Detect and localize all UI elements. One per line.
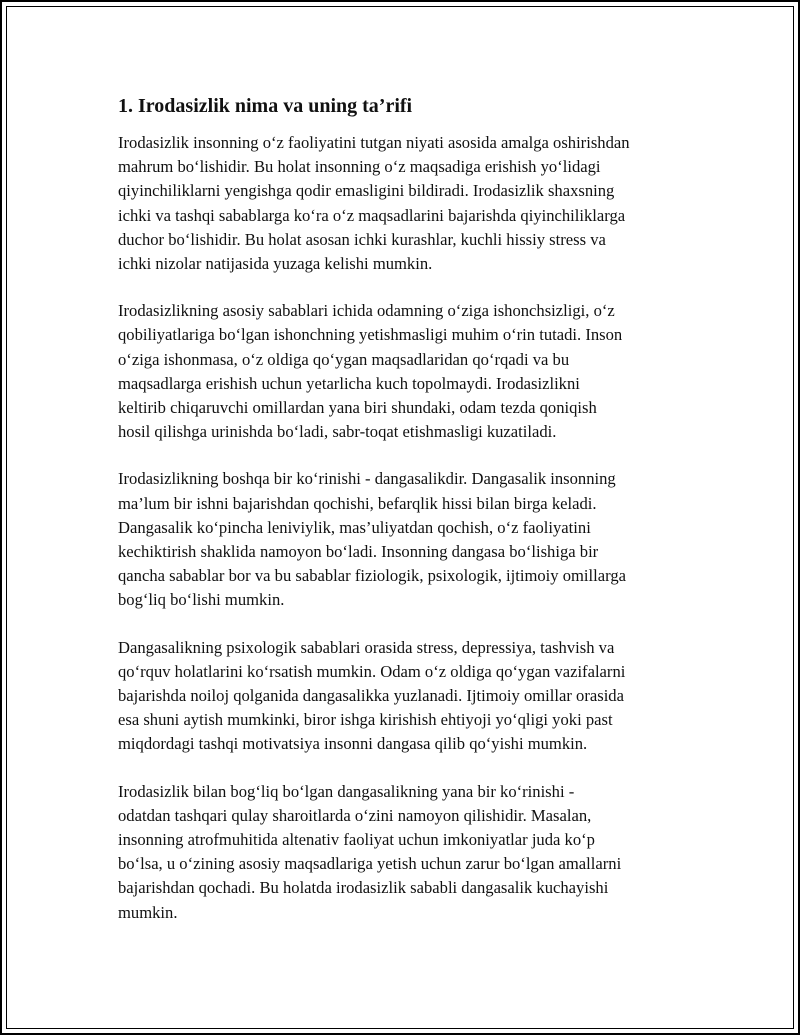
paragraph-line: ma’lum bir ishni bajarishdan qochishi, befarqlik hissi bilan birga keladi. xyxy=(118,493,597,513)
paragraph-line: ichki nizolar natijasida yuzaga kelishi mumkin. xyxy=(118,254,433,274)
paragraph-line: bajarishdan qochadi. Bu holatda irodasizlik sababli dangasalik kuchayishi xyxy=(118,878,609,898)
paragraph-line: Irodasizlikning asosiy sabablari ichida odamning o‘ziga ishonchsizligi, o‘z xyxy=(118,301,615,321)
paragraph-line: kechiktirish shaklida namoyon bo‘ladi. Insonning dangasa bo‘lishiga bir xyxy=(118,542,599,562)
paragraph-line: odatdan tashqari qulay sharoitlarda o‘zini namoyon qilishidir. Masalan, xyxy=(118,805,592,825)
paragraph-line: Dangasalikning psixologik sabablari orasida stress, depressiya, tashvish va xyxy=(118,637,615,657)
paragraph-line: qo‘rquv holatlarini ko‘rsatish mumkin. Odam o‘z oldiga qo‘ygan vazifalarni xyxy=(118,661,626,681)
paragraph-line: insonning atrofmuhitida altenativ faoliyat uchun imkoniyatlar juda ko‘p xyxy=(118,830,595,850)
paragraph-line: hosil qilishga urinishda bo‘ladi, sabr-toqat etishmasligi kuzatiladi. xyxy=(118,422,557,442)
section-heading: 1. Irodasizlik nima va uning ta’rifi xyxy=(118,95,413,117)
paragraph-line: maqsadlarga erishish uchun yetarlicha kuch topolmaydi. Irodasizlikni xyxy=(118,373,580,393)
paragraph-line: miqdordagi tashqi motivatsiya insonni dangasa qilib qo‘yishi mumkin. xyxy=(118,734,588,754)
paragraph-line: qiyinchiliklarni yengishga qodir emasligini bildiradi. Irodasizlik shaxsning xyxy=(118,181,615,201)
document-body xyxy=(118,92,688,948)
paragraph-4 xyxy=(118,636,688,757)
paragraph-line: qancha sabablar bor va bu sabablar fiziologik, psixologik, ijtimoiy omillarga xyxy=(118,566,626,586)
paragraph-line: Irodasizlik bilan bog‘liq bo‘lgan dangasalikning yana bir ko‘rinishi - xyxy=(118,781,575,801)
paragraph-line: ichki va tashqi sabablarga ko‘ra o‘z maqsadlarini bajarishda qiyinchiliklarga xyxy=(118,205,626,225)
paragraph-3 xyxy=(118,467,688,612)
paragraph-line: Irodasizlikning boshqa bir ko‘rinishi - dangasalikdir. Dangasalik insonning xyxy=(118,469,616,489)
paragraph-line: duchor bo‘lishidir. Bu holat asosan ichki kurashlar, kuchli hissiy stress va xyxy=(118,229,606,249)
paragraph-line: bo‘lsa, u o‘zining asosiy maqsadlariga yetish uchun zarur bo‘lgan amallarni xyxy=(118,854,622,874)
paragraph-line: Irodasizlik insonning o‘z faoliyatini tutgan niyati asosida amalga oshirishdan xyxy=(118,133,630,152)
paragraph-1 xyxy=(118,131,688,276)
paragraph-line: bajarishda noiloj qolganida dangasalikka yuzlanadi. Ijtimoiy omillar orasida xyxy=(118,686,624,706)
paragraph-line: esa shuni aytish mumkinki, biror ishga kirishish ehtiyoji yo‘qligi yoki past xyxy=(118,710,613,730)
paragraph-line: Dangasalik ko‘pincha leniviylik, mas’uliyatdan qochish, o‘z faoliyatini xyxy=(118,517,591,537)
paragraph-line: o‘ziga ishonmasa, o‘z oldiga qo‘ygan maqsadlaridan qo‘rqadi va bu xyxy=(118,349,570,369)
paragraph-line: bog‘liq bo‘lishi mumkin. xyxy=(118,590,285,610)
paragraph-line: mahrum bo‘lishidir. Bu holat insonning o‘z maqsadiga erishish yo‘lidagi xyxy=(118,157,601,177)
paragraph-line: mumkin. xyxy=(118,902,178,922)
paragraph-5 xyxy=(118,780,688,925)
paragraph-line: keltirib chiqaruvchi omillardan yana biri shundaki, odam tezda qoniqish xyxy=(118,398,597,418)
paragraph-2 xyxy=(118,299,688,444)
paragraph-line: qobiliyatlariga bo‘lgan ishonchning yetishmasligi muhim o‘rin tutadi. Inson xyxy=(118,325,623,345)
